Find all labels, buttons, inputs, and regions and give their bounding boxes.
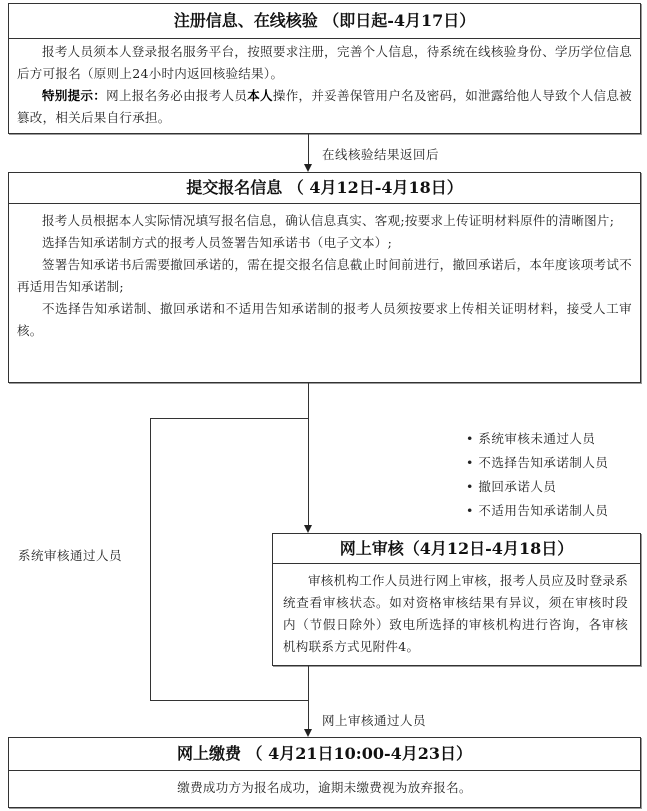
step-title: 网上审核（4月12日-4月18日） bbox=[273, 534, 640, 564]
step-body: 缴费成功方为报名成功，逾期未缴费视为放弃报名。 bbox=[177, 780, 472, 795]
arrow-down-icon bbox=[304, 525, 312, 533]
list-item: • 不适用告知承诺制人员 bbox=[466, 503, 609, 518]
paragraph: 签署告知承诺书后需要撤回承诺的，需在提交报名信息截止时间前进行，撤回承诺后，本年度该项考试不再适用告知承诺制; bbox=[17, 257, 632, 294]
step-submit-info bbox=[8, 172, 641, 383]
arrow-down-icon bbox=[304, 729, 312, 737]
connector bbox=[150, 418, 151, 700]
connector bbox=[308, 133, 309, 165]
paragraph: 不选择告知承诺制、撤回承诺和不适用告知承诺制的报考人员须按要求上传相关证明材料，接受人工审核。 bbox=[17, 301, 632, 338]
arrow-label: 网上审核通过人员 bbox=[322, 713, 427, 728]
system-pass-label: 系统审核通过人员 bbox=[18, 548, 123, 563]
list-item: • 系统审核未通过人员 bbox=[466, 431, 596, 446]
connector bbox=[150, 418, 309, 419]
step-title: 网上缴费 （ 4月21日10:00-4月23日） bbox=[9, 738, 640, 771]
text: 网上报名务必由报考人员 bbox=[106, 88, 248, 103]
text: 操作，并妥善保管用户名及密码，如泄露给他人导致个人信息被篡改，相关后果自行承担。 bbox=[17, 88, 632, 125]
paragraph: 审核机构工作人员进行网上审核，报考人员应及时登录系统查看审核状态。如对资格审核结果有异议，须在审核时段内（节假日除外）致电所选择的审核机构进行咨询，各审核机构联系方式见附件4。 bbox=[283, 573, 629, 654]
list-item: • 撤回承诺人员 bbox=[466, 479, 557, 494]
step-title: 提交报名信息 （ 4月12日-4月18日） bbox=[9, 173, 640, 204]
paragraph: 报考人员须本人登录报名服务平台，按照要求注册，完善个人信息，待系统在线核验身份、学历学位信息后方可报名（原则上24小时内返回核验结果）。 bbox=[17, 44, 632, 81]
paragraph: 报考人员根据本人实际情况填写报名信息，确认信息真实、客观;按要求上传证明材料原件的清晰图片; bbox=[42, 213, 615, 228]
connector bbox=[308, 382, 309, 526]
step-body bbox=[9, 204, 640, 342]
connector bbox=[308, 665, 309, 729]
step-online-payment bbox=[8, 737, 641, 808]
paragraph bbox=[17, 85, 632, 129]
arrow-down-icon bbox=[304, 164, 312, 172]
notice-label: 特别提示： bbox=[42, 88, 107, 103]
paragraph: 选择告知承诺制方式的报考人员签署告知承诺书（电子文本）; bbox=[42, 235, 393, 250]
list-item: • 不选择告知承诺制人员 bbox=[466, 455, 609, 470]
step-online-review bbox=[272, 533, 641, 666]
connector bbox=[150, 700, 309, 701]
emphasis: 本人 bbox=[247, 88, 273, 103]
step-body bbox=[273, 564, 640, 658]
step-body bbox=[9, 39, 640, 129]
arrow-label: 在线核验结果返回后 bbox=[322, 147, 440, 162]
step-register-verify bbox=[8, 3, 641, 134]
manual-review-groups bbox=[466, 427, 608, 523]
step-title: 注册信息、在线核验 （即日起-4月17日） bbox=[9, 4, 640, 39]
